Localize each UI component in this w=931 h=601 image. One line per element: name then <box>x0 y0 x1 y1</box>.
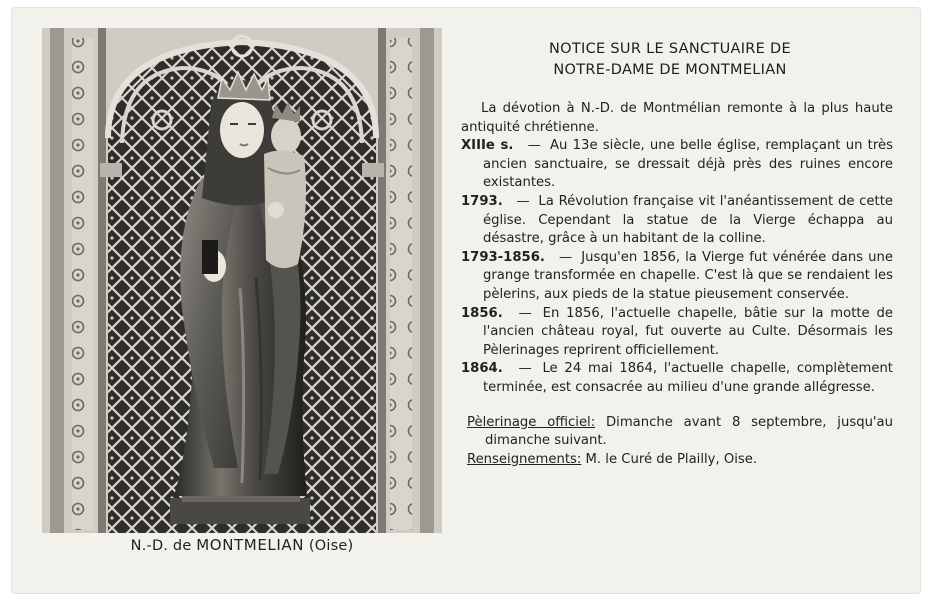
history-entry <box>461 360 893 397</box>
entry-date: 1864. <box>461 361 503 377</box>
notice-title-line-1: NOTICE SUR LE SANCTUAIRE DE <box>549 41 791 57</box>
notice-body <box>461 100 893 469</box>
entry-dash: — <box>518 305 532 321</box>
practical-info <box>461 414 893 470</box>
notice-intro: La dévotion à N.-D. de Montmélian remonte à la plus haute antiquité chrétienne. <box>461 101 893 135</box>
pilgrimage-line <box>461 414 893 451</box>
pilgrimage-text: Dimanche avant 8 septembre, jusqu'au dimanche suivant. <box>485 414 893 449</box>
pilgrimage-label: Pèlerinage officiel: <box>467 414 596 430</box>
entry-date: 1856. <box>461 305 503 321</box>
statue-photo <box>42 28 442 533</box>
photo-caption <box>42 536 442 554</box>
info-text: M. le Curé de Plailly, Oise. <box>585 451 758 467</box>
entry-dash: — <box>518 361 532 377</box>
entry-text: Au 13e siècle, une belle église, remplaçant un très ancien sanctuaire, se dressait déjà près des ruines encore existantes. <box>483 138 893 191</box>
entry-text: Jusqu'en 1856, la Vierge fut vénérée dans une grange transformée en chapelle. C'est là que se rendaient les pèlerins, aux pieds de la statue pieusement conservée. <box>483 249 893 302</box>
entry-date: 1793-1856. <box>461 249 545 265</box>
history-entry <box>461 193 893 249</box>
notice-title-line-2: NOTRE-DAME DE MONTMELIAN <box>553 62 787 78</box>
postcard <box>12 8 920 593</box>
history-entry <box>461 305 893 361</box>
caption-region: (Oise) <box>308 538 354 554</box>
entry-dash: — <box>558 249 573 265</box>
entry-dash: — <box>527 138 541 154</box>
caption-name: MONTMELIAN <box>196 536 305 554</box>
history-entry <box>461 137 893 193</box>
virgin-and-child-statue-image <box>42 28 442 533</box>
notice-title <box>470 39 870 81</box>
entry-date: 1793. <box>461 193 503 209</box>
entry-dash: — <box>516 193 530 209</box>
entry-date: XIIIe s. <box>461 138 514 154</box>
contact-line <box>461 451 893 470</box>
entry-text: La Révolution française vit l'anéantissement de cette église. Cependant la statue de la Vierge échappa au désastre, grâce à un habitant de la colline. <box>483 193 893 247</box>
entry-text: En 1856, l'actuelle chapelle, bâtie sur la motte de l'ancien château royal, fut ouverte au Culte. Désormais les Pèlerinages reprirent officiellement. <box>483 305 894 358</box>
caption-prefix: N.-D. de <box>130 538 192 554</box>
info-label: Renseignements: <box>467 451 582 467</box>
history-entry <box>461 249 893 305</box>
entry-text: Le 24 mai 1864, l'actuelle chapelle, complètement terminée, est consacrée au milieu d'une grande allégresse. <box>483 361 893 395</box>
